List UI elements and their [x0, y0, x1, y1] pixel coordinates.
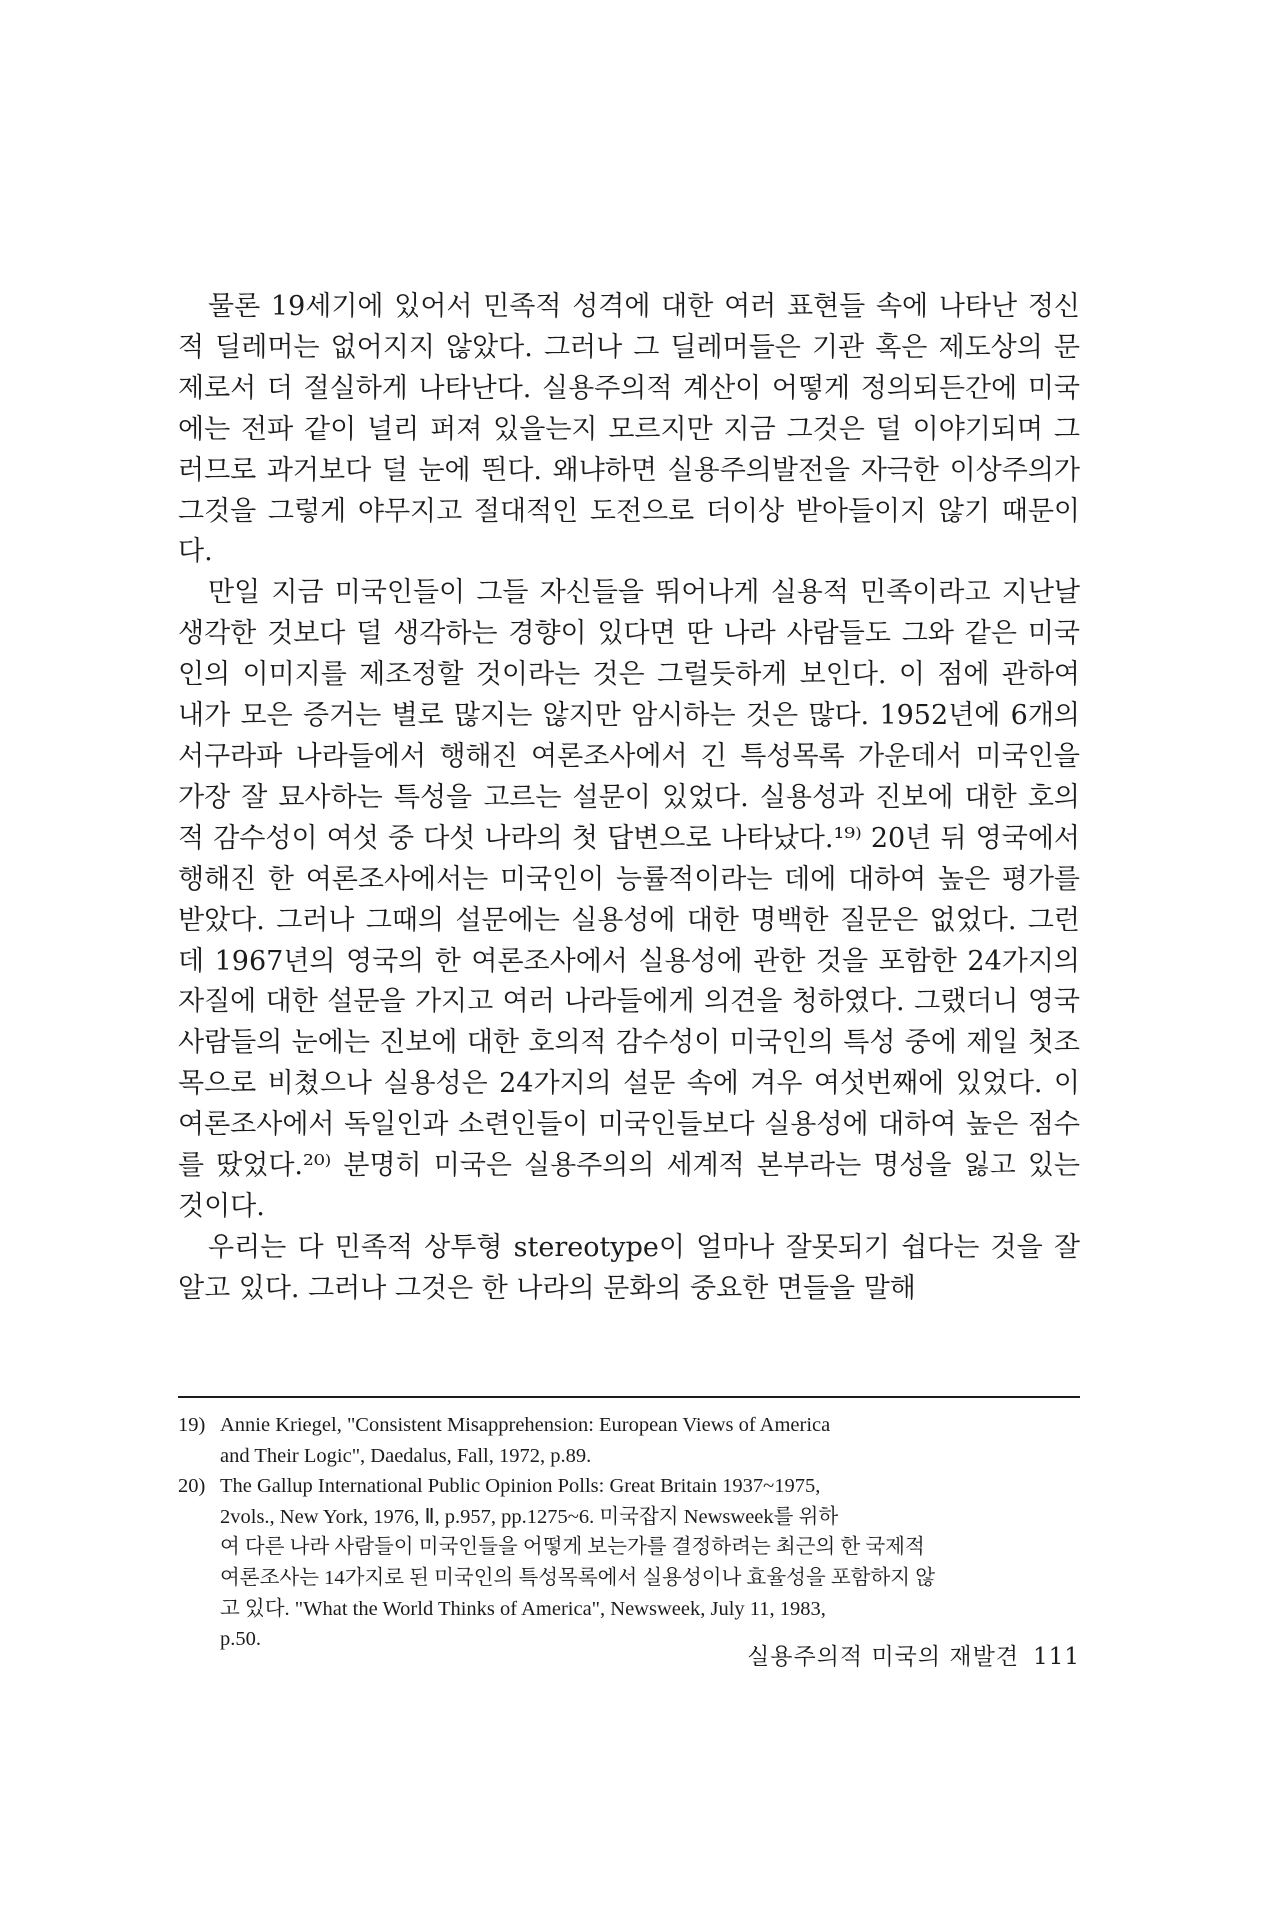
footnote-number: 20)	[178, 1475, 206, 1498]
page-number: 111	[1033, 1644, 1080, 1670]
running-footer	[690, 1638, 1080, 1671]
footnote-19	[178, 1410, 1080, 1471]
running-title: 실용주의적 미국의 재발견	[747, 1644, 1020, 1670]
footnote-line: The Gallup International Public Opinion Polls: Great Britain 1937~1975,	[220, 1475, 821, 1498]
footnote-20	[178, 1471, 1080, 1655]
paragraph: 만일 지금 미국인들이 그들 자신들을 뛰어나게 실용적 민족이라고 지난날 생각한 것보다 덜 생각하는 경향이 있다면 딴 나라 사람들도 그와 같은 미국인의 이미지를 제조정할 것이라는 것은 그럴듯하게 보인다. 이 점에 관하여 내가 모은 증거는 별로 많지는 않지만 암시하는 것은 많다. 1952년에 6개의 서구라파 나라들에서 행해진 여론조사에서 긴 특성목록 가운데서 미국인을 가장 잘 묘사하는 특성을 고르는 설문이 있었다. 실용성과 진보에 대한 호의적 감수성이 여섯 중 다섯 나라의 첫 답변으로 나타났다.¹⁹⁾ 20년 뒤 영국에서 행해진 한 여론조사에서는 미국인이 능률적이라는 데에 대하여 높은 평가를 받았다. 그러나 그때의 설문에는 실용성에 대한 명백한 질문은 없었다. 그런데 1967년의 영국의 한 여론조사에서 실용성에 관한 것을 포함한 24가지의 자질에 대한 설문을 가지고 여러 나라들에게 의견을 청하였다. 그랬더니 영국사람들의 눈에는 진보에 대한 호의적 감수성이 미국인의 특성 중에 제일 첫조목으로 비쳤으나 실용성은 24가지의 설문 속에 겨우 여섯번째에 있었다. 이 여론조사에서 독일인과 소련인들이 미국인들보다 실용성에 대하여 높은 점수를 땄었다.²⁰⁾ 분명히 미국은 실용주의의 세계적 본부라는 명성을 잃고 있는 것이다.	[178, 577, 1080, 1222]
footnotes	[178, 1410, 1080, 1655]
footnote-line: and Their Logic", Daedalus, Fall, 1972, p.89.	[220, 1444, 592, 1467]
footnote-line: 여 다른 나라 사람들이 미국인들을 어떻게 보는가를 결정하려는 최근의 한 국제적	[220, 1536, 925, 1559]
footnote-line: p.50.	[220, 1628, 261, 1651]
paragraph: 물론 19세기에 있어서 민족적 성격에 대한 여러 표현들 속에 나타난 정신적 딜레머는 없어지지 않았다. 그러나 그 딜레머들은 기관 혹은 제도상의 문제로서 더 절실하게 나타난다. 실용주의적 계산이 어떻게 정의되든간에 미국에는 전파 같이 널리 퍼져 있을는지 모르지만 지금 그것은 덜 이야기되며 그러므로 과거보다 덜 눈에 띈다. 왜냐하면 실용주의발전을 자극한 이상주의가 그것을 그렇게 야무지고 절대적인 도전으로 더이상 받아들이지 않기 때문이다.	[178, 291, 1080, 568]
footnote-rule	[178, 1396, 1080, 1398]
footnote-line: 여론조사는 14가지로 된 미국인의 특성목록에서 실용성이나 효율성을 포함하지 않	[220, 1566, 935, 1589]
footnote-line: 고 있다. "What the World Thinks of America", Newsweek, July 11, 1983,	[220, 1597, 826, 1620]
footnote-line: 2vols., New York, 1976, Ⅱ, p.957, pp.1275~6. 미국잡지 Newsweek를 위하	[220, 1505, 839, 1528]
paragraph: 우리는 다 민족적 상투형 stereotype이 얼마나 잘못되기 쉽다는 것을 잘 알고 있다. 그러나 그것은 한 나라의 문화의 중요한 면들을 말해	[178, 1231, 1080, 1304]
footnote-line: Annie Kriegel, "Consistent Misapprehension: European Views of America	[220, 1414, 831, 1436]
body-text	[178, 287, 1080, 1310]
footnote-number: 19)	[178, 1414, 206, 1436]
